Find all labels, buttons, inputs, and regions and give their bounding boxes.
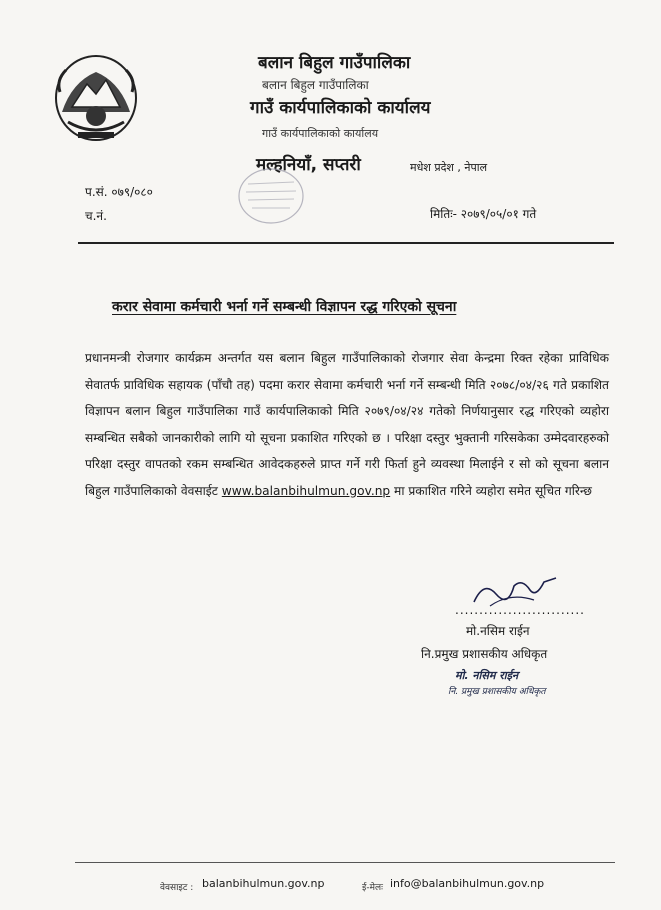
footer-email-label: ई-मेलः: [362, 883, 383, 893]
footer-email[interactable]: info@balanbihulmun.gov.np: [390, 877, 545, 890]
nepal-emblem-icon: [52, 52, 140, 144]
signatory-designation: नि.प्रमुख प्रशासकीय अधिकृत: [421, 647, 548, 661]
footer-website[interactable]: balanbihulmun.gov.np: [202, 877, 325, 890]
header-divider: [78, 242, 614, 244]
dispatch-number: च.नं.: [85, 209, 107, 223]
office-location: मल्हनियाँ, सप्तरी: [256, 155, 361, 175]
notice-body: [85, 345, 609, 504]
seal-designation: नि. प्रमुख प्रशासकीय अधिकृत: [448, 687, 546, 697]
notice-title: करार सेवामा कर्मचारी भर्ना गर्ने सम्बन्धी विज्ञापन रद्ध गरिएको सूचना: [112, 299, 457, 315]
signatory-name: मो.नसिम राईन: [466, 624, 530, 638]
province-country: मधेश प्रदेश , नेपाल: [410, 161, 488, 174]
footer-divider: [75, 862, 615, 863]
office-name: गाउँ कार्यपालिकाको कार्यालय: [250, 98, 431, 118]
office-name-stylized: गाउँ कार्यपालिकाको कार्यालय: [262, 127, 379, 140]
notice-body-text: प्रधानमन्त्री रोजगार कार्यक्रम अन्तर्गत यस बलान बिहुल गाउँपालिकाको रोजगार सेवा केन्द्रमा रिक्त रहेका प्राविधिक सेवातर्फ प्राविधिक सहायक (पाँचौ तह) पदमा करार सेवामा कर्मचारी भर्ना गर्ने सम्बन्धी मिति २०७८/०४/२६ गते प्रकाशित विज्ञापन बलान बिहुल गाउँपालिका गाउँ कार्यपालिकाको मिति २०७९/०४/२४ गतेको निर्णयानुसार रद्ध गरिएको व्यहोरा सम्बन्धित सबैको जानकारीको लागि यो सूचना प्रकाशित गरिएको छ । परिक्षा दस्तुर भुक्तानी गरिसकेका उम्मेदवारहरुको परिक्षा दस्तुर वापतको रकम सम्बन्धित आवेदकहरुले प्राप्त गर्ने गरी फिर्ता हुने व्यवस्था मिलाईने र सो को सूचना बलान बिहुल गाउँपालिकाको वेवसाईट: [85, 351, 609, 498]
footer-website-label: वेवसाइट :: [160, 883, 194, 893]
letter-date: मितिः- २०७९/०५/०१ गते: [430, 207, 537, 221]
office-stamp-icon: [236, 166, 306, 226]
municipality-name-stylized: बलान बिहुल गाउँपालिका: [262, 78, 369, 92]
municipality-name: बलान बिहुल गाउँपालिका: [258, 53, 411, 73]
seal-name: मो. नसिम राईन: [455, 669, 519, 682]
website-link[interactable]: www.balanbihulmun.gov.np: [221, 483, 391, 498]
notice-body-text-end: मा प्रकाशित गरिने व्यहोरा समेत सूचित गरिन्छ: [390, 483, 592, 498]
letter-number: प.सं. ०७९/०८०: [85, 185, 153, 199]
signature-line: ...........................: [455, 603, 585, 617]
